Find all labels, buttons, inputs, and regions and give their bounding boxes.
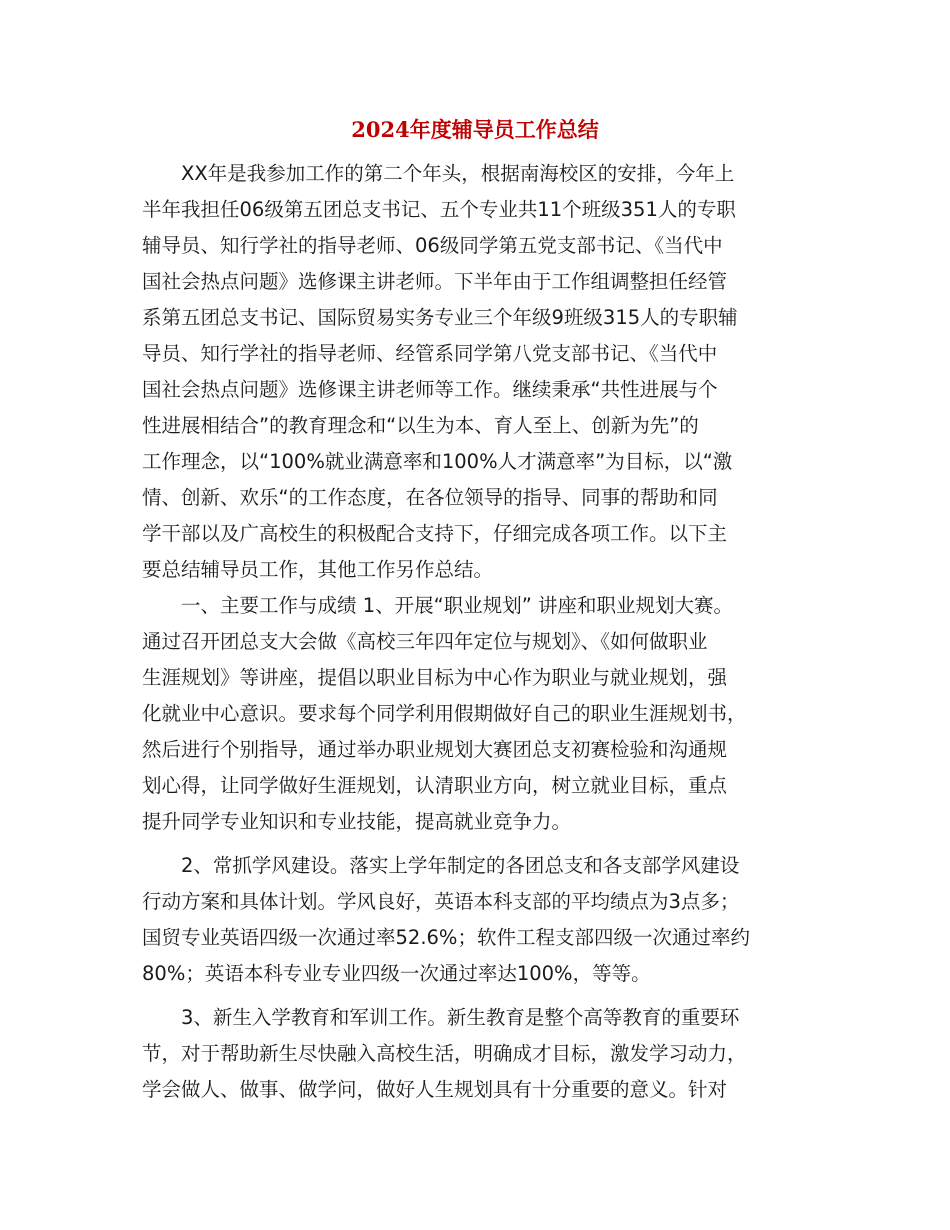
text-line: 一、主要工作与成绩 1、开展“职业规划” 讲座和职业规划大赛。 xyxy=(181,594,734,617)
text-line: 3、新生入学教育和军训工作。新生教育是整个高等教育的重要环 xyxy=(181,1006,740,1029)
text-line: 行动方案和具体计划。学风良好，英语本科支部的平均绩点为3点多； xyxy=(142,890,740,913)
text-line: XX年是我参加工作的第二个年头，根据南海校区的安排，今年上 xyxy=(181,162,735,185)
text-line: 国社会热点问题》选修课主讲老师等工作。继续秉承“共性进展与个 xyxy=(142,378,718,401)
text-line: 国社会热点问题》选修课主讲老师。下半年由于工作组调整担任经管 xyxy=(142,270,728,293)
text-line: 生涯规划》等讲座，提倡以职业目标为中心作为职业与就业规划，强 xyxy=(142,666,728,689)
text-line: 国贸专业英语四级一次通过率52.6%；软件工程支部四级一次通过率约 xyxy=(142,926,750,949)
text-line: 学干部以及广高校生的积极配合支持下，仔细完成各项工作。以下主 xyxy=(142,522,728,545)
text-line: 2、常抓学风建设。落实上学年制定的各团总支和各支部学风建设 xyxy=(181,854,740,877)
text-line: 节，对于帮助新生尽快融入高校生活，明确成才目标，激发学习动力， xyxy=(142,1042,747,1065)
text-line: 80%；英语本科专业专业四级一次通过率达100%，等等。 xyxy=(142,962,651,985)
text-line: 划心得，让同学做好生涯规划，认清职业方向，树立就业目标，重点 xyxy=(142,774,728,797)
paragraph-gap xyxy=(142,840,832,848)
text-line: 学会做人、做事、做学问，做好人生规划具有十分重要的意义。针对 xyxy=(142,1078,728,1101)
document-body xyxy=(142,156,832,1108)
document-title: 2024年度辅导员工作总结 xyxy=(351,117,599,142)
text-line: 性进展相结合”的教育理念和“以生为本、育人至上、创新为先”的 xyxy=(142,414,699,437)
text-line: 系第五团总支书记、国际贸易实务专业三个年级9班级315人的专职辅 xyxy=(142,306,738,329)
text-line: 导员、知行学社的指导老师、经管系同学第八党支部书记、《当代中 xyxy=(142,342,718,365)
text-line: 化就业中心意识。要求每个同学利用假期做好自己的职业生涯规划书， xyxy=(142,702,747,725)
text-line: 情、创新、欢乐“的工作态度，在各位领导的指导、同事的帮助和同 xyxy=(142,486,718,509)
text-line: 通过召开团总支大会做《高校三年四年定位与规划》、《如何做职业 xyxy=(142,630,708,653)
text-line: 提升同学专业知识和专业技能，提高就业竞争力。 xyxy=(142,810,572,833)
text-line: 半年我担任06级第五团总支书记、五个专业共11个班级351人的专职 xyxy=(142,198,736,221)
text-line: 然后进行个别指导，通过举办职业规划大赛团总支初赛检验和沟通规 xyxy=(142,738,728,761)
paragraph-gap xyxy=(142,992,832,1000)
text-line: 辅导员、知行学社的指导老师、06级同学第五党支部书记、《当代中 xyxy=(142,234,723,257)
text-line: 工作理念，以“100%就业满意率和100%人才满意率”为目标，以“激 xyxy=(142,450,733,473)
text-line: 要总结辅导员工作，其他工作另作总结。 xyxy=(142,558,494,581)
